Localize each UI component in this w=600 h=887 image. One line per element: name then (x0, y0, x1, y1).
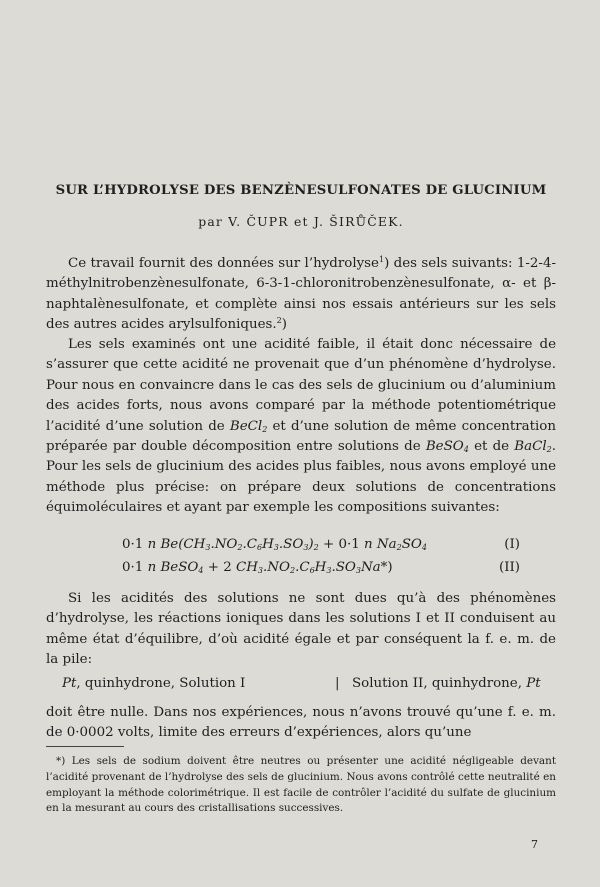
paragraph-result: doit être nulle. Dans nos expériences, nous n’avons trouvé qu’une f. e. m. de 0·0002 volts, limite des erreurs d’expériences, alors qu’une (46, 705, 556, 741)
page-number: 7 (531, 838, 538, 851)
footnote: *) Les sels de sodium doivent être neutres ou présenter une acidité négligeable devant l’acidité provenant de l’hydrolyse des sels de glucinium. Nous avons contrôlé cette neutralité en employant la méthode colorimétrique. Il est facile de contrôler l’acidité du sulfate de glucinium en la mesurant au cours des cristallisations successives. (46, 755, 556, 815)
formula-beso4: BeSO$_4$ (425, 439, 469, 455)
formula-becl2: BeCl$_2$ (229, 418, 268, 434)
galvanic-cell (46, 673, 556, 695)
footnote-ref-1: 1 (378, 255, 385, 264)
cell-left-side: Pt, quinhydrone, Solution I (62, 676, 246, 691)
cell-separator: | (335, 676, 340, 691)
footnote-ref-2: 2 (276, 316, 282, 326)
formula-bacl2: BaCl$_2$ (514, 439, 552, 455)
paragraph-method: Les sels examinés ont une acidité faible, il était donc nécessaire de s’assurer que cette acidité ne provenait que d’un phénomène d’hydrolyse. Pour nous en convaincre dans le cas des sels de glucinium ou d’aluminium des acides forts, nous avons comparé par la méthode potentiométrique l’acidité d’une solution de BeCl$_2$ et d’une solution de même concentration préparée par double décomposition entre solutions de BeSO$_4$ et de BaCl$_2$. Pour les sels de glucinium des acides plus faibles, nous avons employé une méthode plus précise: on prépare deux solutions de concentrations équimoléculaires et ayant par exemple les compositions suivantes: (46, 337, 556, 516)
equation-2-expression: 0·1 n BeSO$_4$ + 2 $CH_3.NO_2.C_6H_3.SO_3Na*$) (122, 560, 393, 575)
equation-1-label: (I) (504, 537, 520, 552)
paragraph-intro: Ce travail fournit des données sur l’hydrolyse$^1$) des sels suivants: 1-2-4-méthylnitrobenzènesulfonate, 6-3-1-chloronitrobenzènesulfonate, α- et β-naphtalènesulfonate, et complète ainsi nos essais antérieurs sur les sels des autres acides arylsulfoniques.$^2$) (46, 255, 556, 333)
equation-2 (46, 557, 556, 579)
author-line: par V. ČUPR et J. ŠIRŮČEK. (198, 214, 404, 229)
paragraph-hydrolysis: Si les acidités des solutions ne sont dues qu’à des phénomènes d’hydrolyse, les réactions ioniques dans les solutions I et II conduisent au même état d’équilibre, d’où acidité égale et par conséquent la f. e. m. de la pile: (46, 591, 556, 668)
cell-right-side: Solution II, quinhydrone, Pt (352, 676, 541, 691)
footnote-divider (46, 746, 124, 747)
equation-1 (46, 534, 556, 556)
article-title: SUR L’HYDROLYSE DES BENZÈNESULFONATES DE GLUCINIUM (55, 183, 547, 198)
equation-2-label: (II) (498, 560, 520, 575)
equation-1-expression: 0·1 n $Be(CH_3.NO_2.C_6H_3.SO_3)_2 + 0\cdot 1$ n $Na_2SO_4$ (122, 537, 427, 552)
